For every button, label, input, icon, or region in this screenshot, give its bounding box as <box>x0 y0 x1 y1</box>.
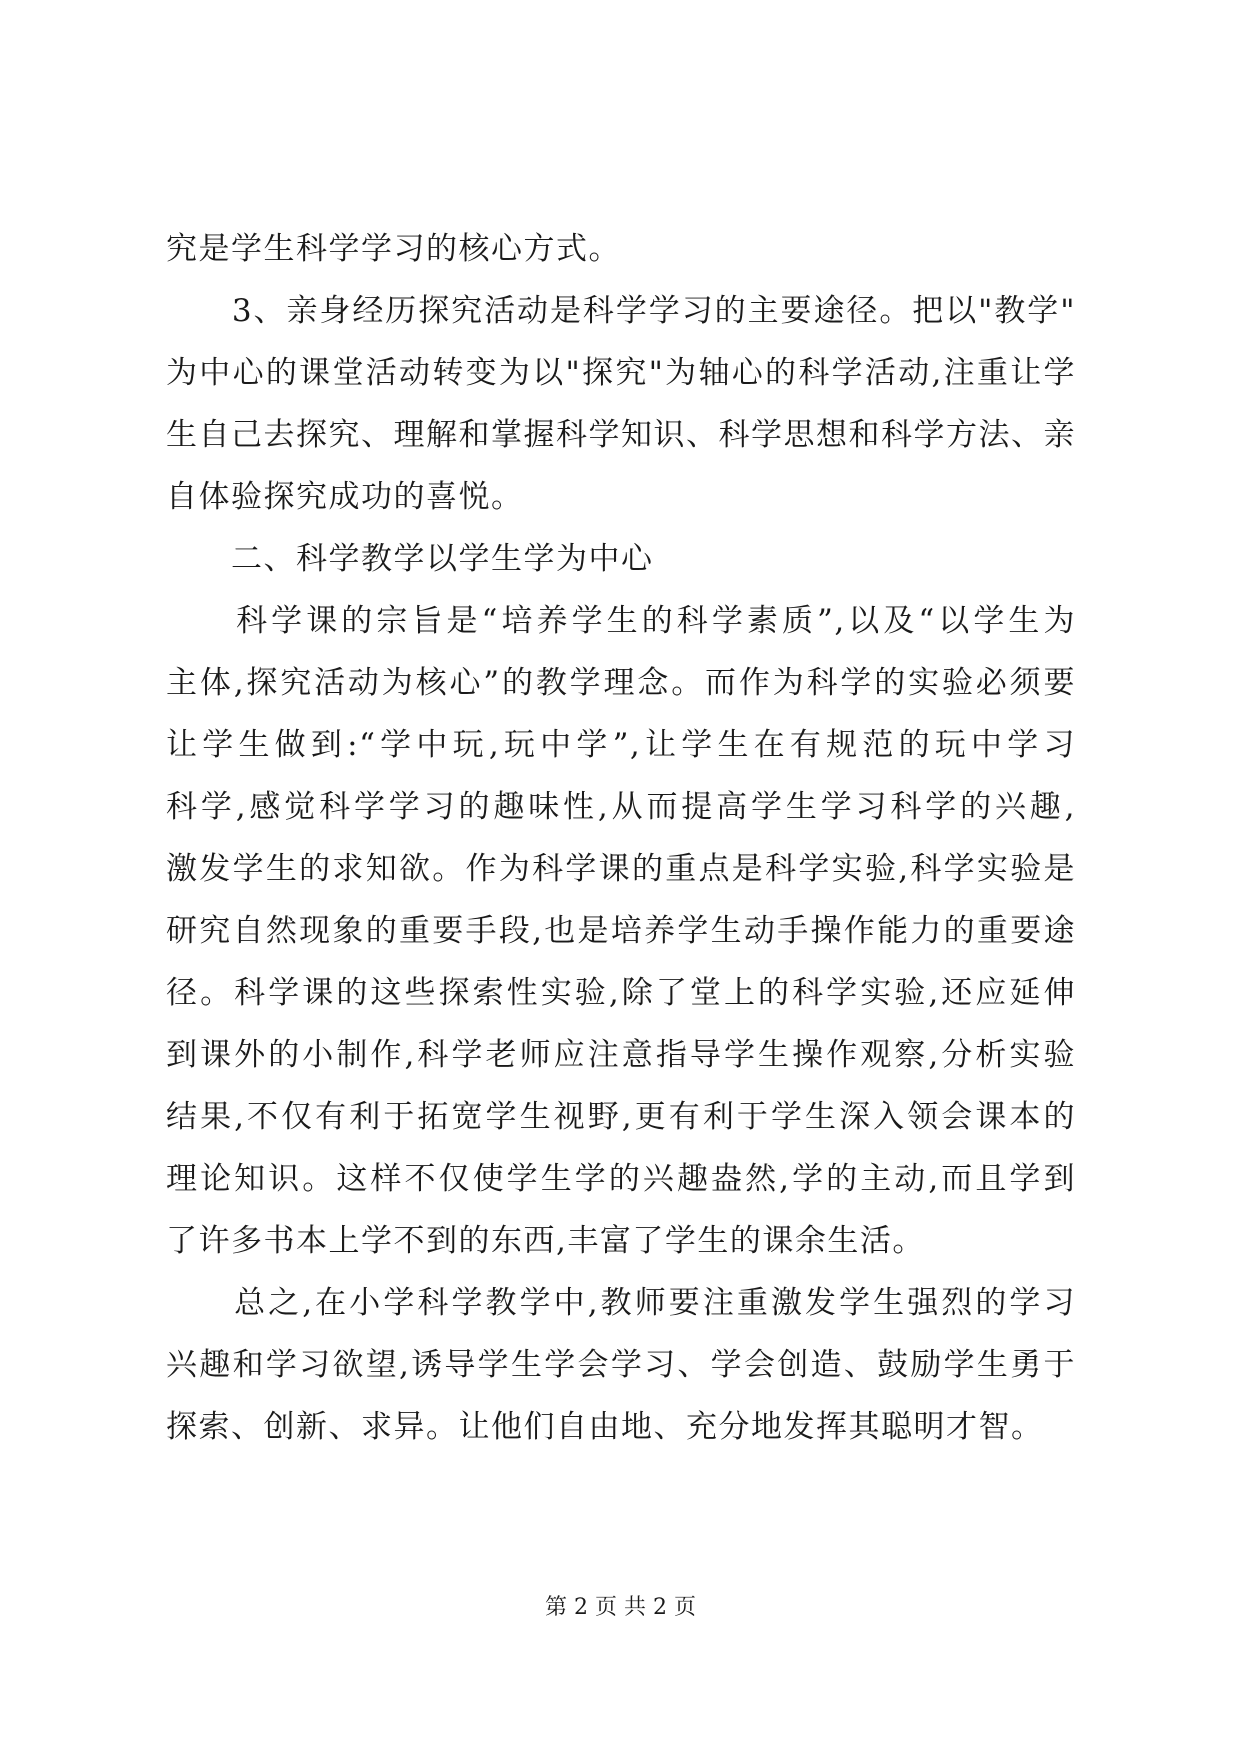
text-line: 自体验探究成功的喜悦。 <box>166 479 524 515</box>
text-line: 主体,探究活动为核心”的教学理念。而作为科学的实验必须要 <box>166 665 1076 701</box>
section-heading: 二、科学教学以学生学为中心 <box>166 541 654 577</box>
text-line: 研究自然现象的重要手段,也是培养学生动手操作能力的重要途 <box>166 913 1076 949</box>
text-line: 理论知识。这样不仅使学生学的兴趣盎然,学的主动,而且学到 <box>166 1161 1076 1197</box>
text-line: 究是学生科学学习的核心方式。 <box>166 231 621 267</box>
text-line: 总之,在小学科学教学中,教师要注重激发学生强烈的学习 <box>166 1285 1076 1321</box>
text-line: 探索、创新、求异。让他们自由地、充分地发挥其聪明才智。 <box>166 1409 1044 1445</box>
text-line: 科学课的宗旨是“培养学生的科学素质”,以及“以学生为 <box>166 603 1076 639</box>
text-line: 激发学生的求知欲。作为科学课的重点是科学实验,科学实验是 <box>166 851 1076 887</box>
text-line: 结果,不仅有利于拓宽学生视野,更有利于学生深入领会课本的 <box>166 1099 1076 1135</box>
text-line: 径。科学课的这些探索性实验,除了堂上的科学实验,还应延伸 <box>166 975 1076 1011</box>
text-line: 科学,感觉科学学习的趣味性,从而提高学生学习科学的兴趣, <box>166 789 1076 825</box>
page-number-footer: 第 2 页 共 2 页 <box>545 1595 696 1620</box>
text-line: 兴趣和学习欲望,诱导学生学会学习、学会创造、鼓励学生勇于 <box>166 1347 1076 1383</box>
text-line: 了许多书本上学不到的东西,丰富了学生的课余生活。 <box>166 1223 925 1259</box>
document-body <box>166 218 1076 1458</box>
text-line: 让学生做到:“学中玩,玩中学”,让学生在有规范的玩中学习 <box>166 727 1076 763</box>
text-line: 生自己去探究、理解和掌握科学知识、科学思想和科学方法、亲 <box>166 417 1076 453</box>
text-line: 到课外的小制作,科学老师应注意指导学生操作观察,分析实验 <box>166 1037 1076 1073</box>
text-line: 为中心的课堂活动转变为以"探究"为轴心的科学活动,注重让学 <box>166 355 1076 391</box>
text-line: 3、亲身经历探究活动是科学学习的主要途径。把以"教学" <box>166 293 1076 329</box>
